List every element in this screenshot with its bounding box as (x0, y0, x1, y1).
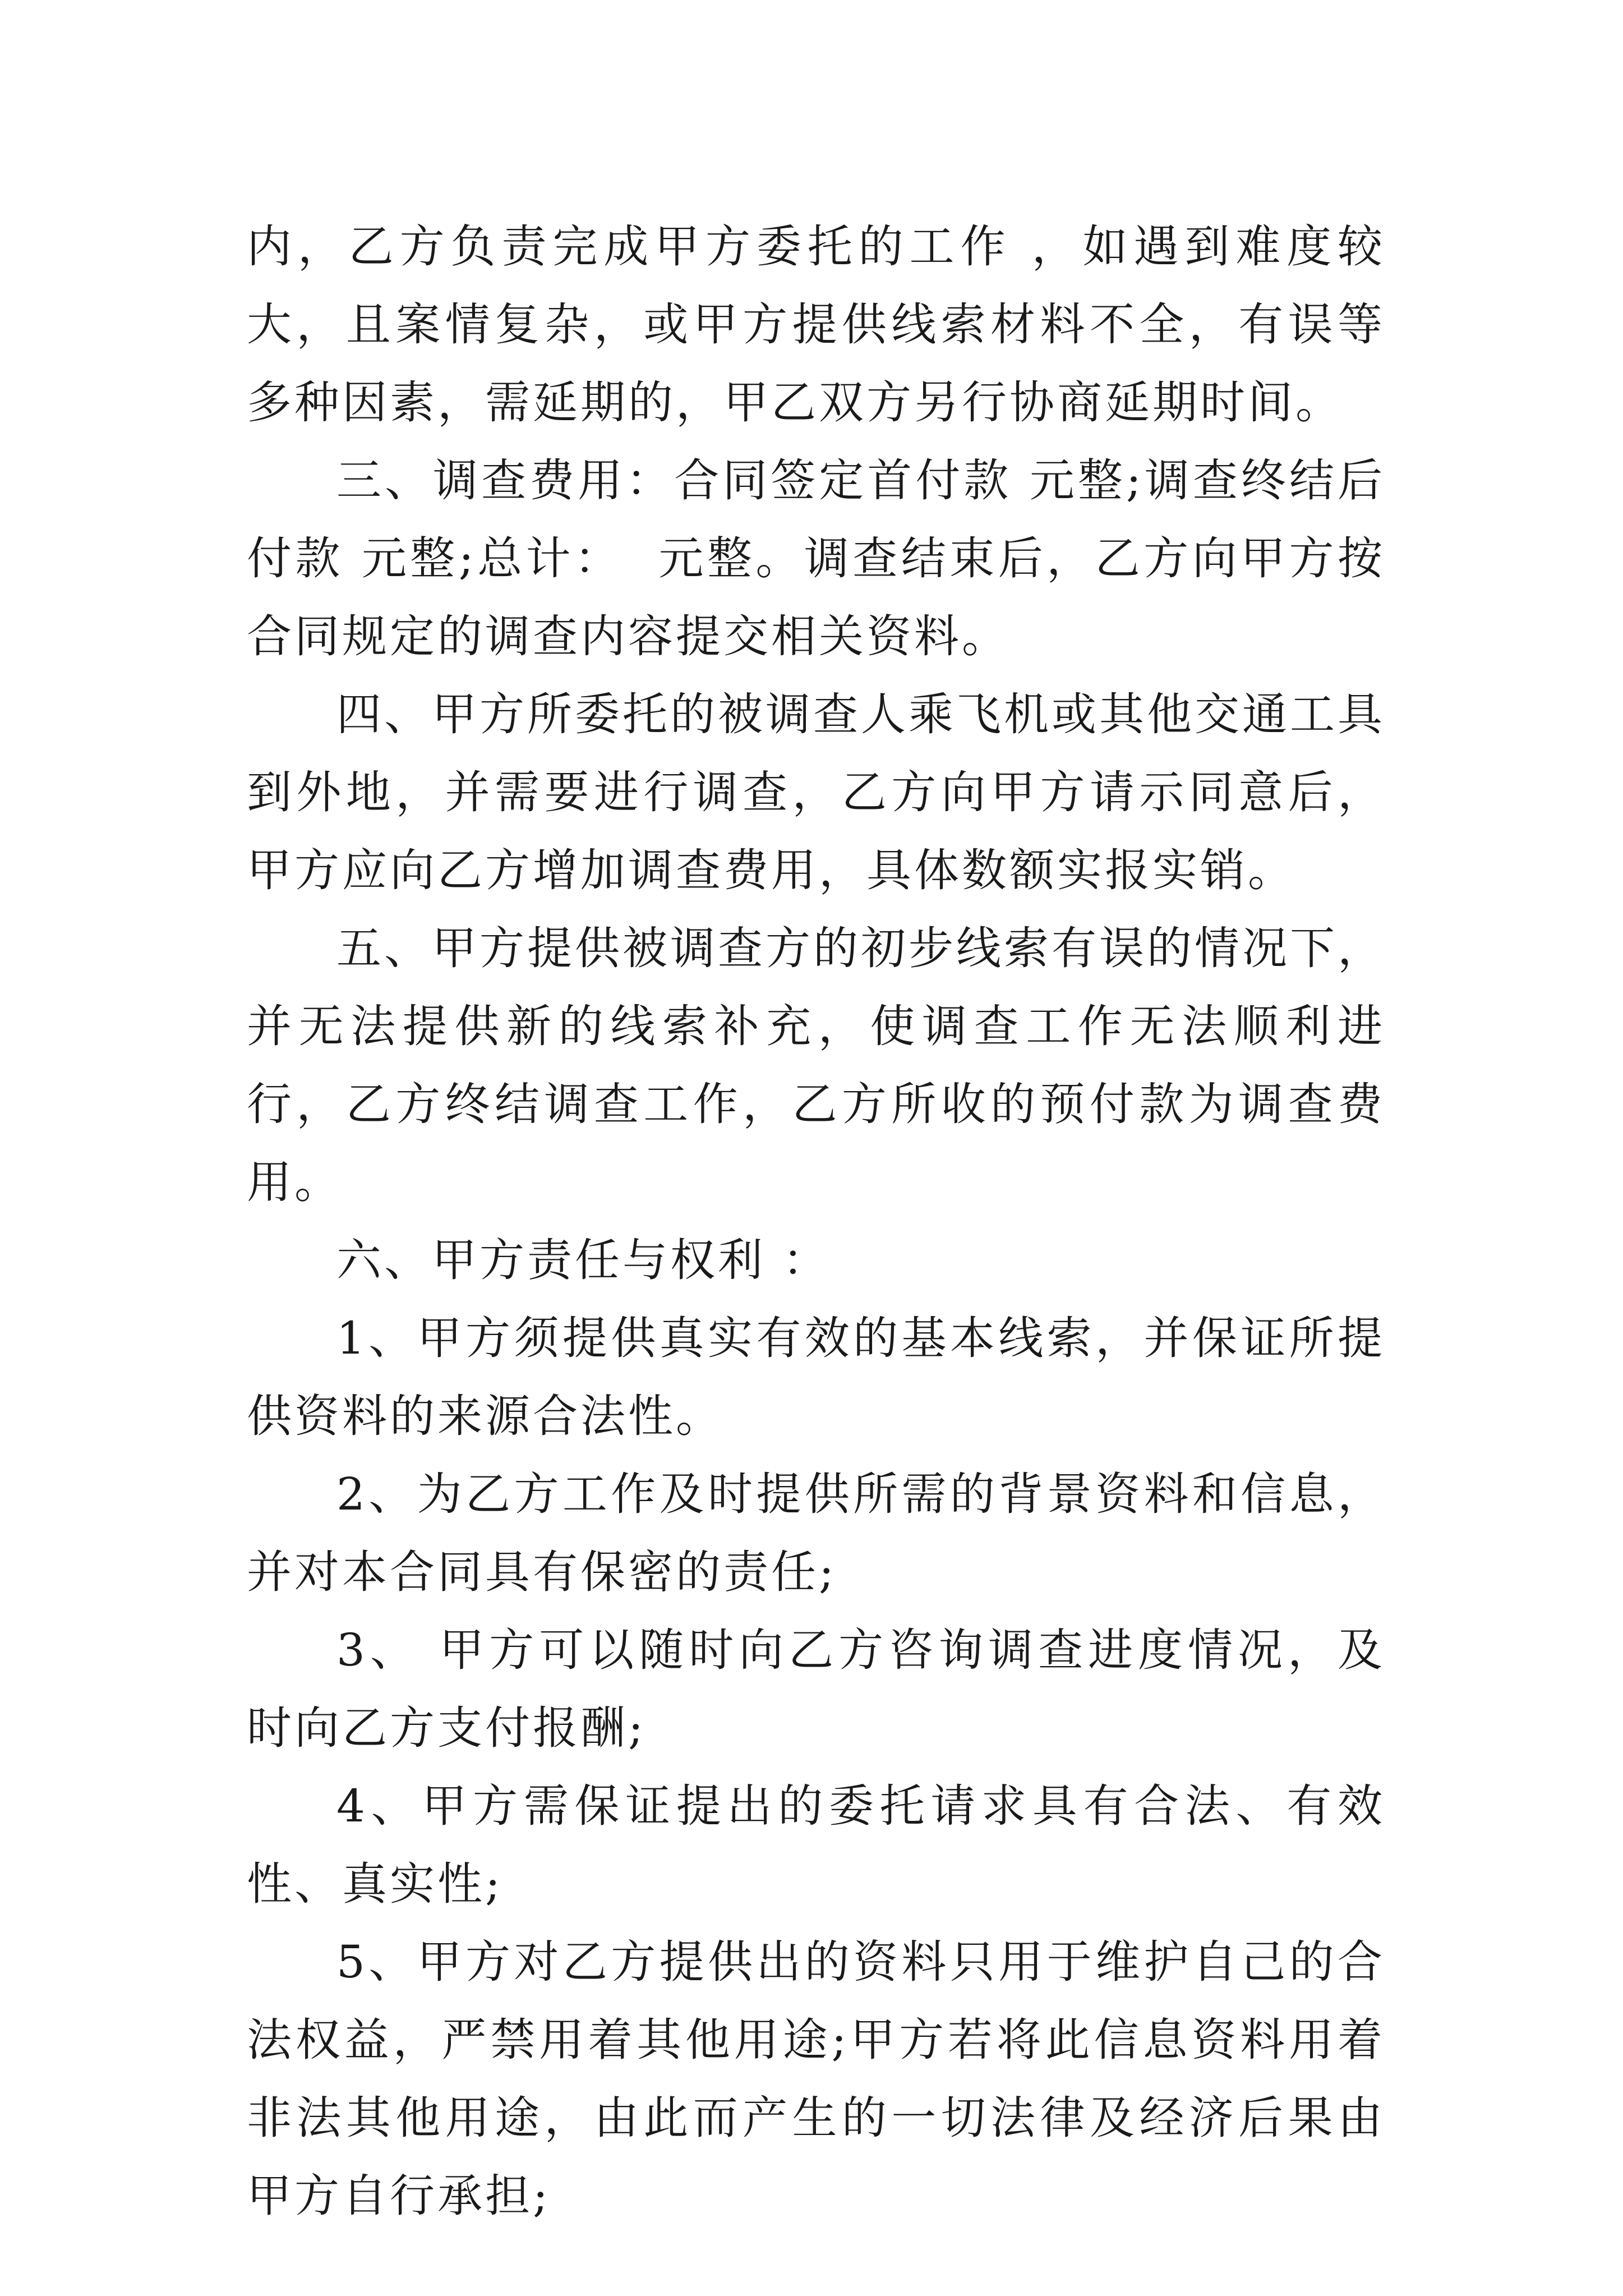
paragraph-clause-1: 1、甲方须提供真实有效的基本线索，并保证所提供资料的来源合法性。 (247, 1312, 1385, 1442)
paragraph-section-3-fees: 三、调查费用：合同签定首付款 元整;调查终结后付款 元整;总计： 元整。调查结束后，乙方向甲方按合同规定的调查内容提交相关资料。 (247, 454, 1385, 662)
paragraph-clause-2: 2、为乙方工作及时提供所需的背景资料和信息，并对本合同具有保密的责任; (247, 1468, 1385, 1598)
paragraph-clause-4: 4、甲方需保证提出的委托请求具有合法、有效性、真实性; (247, 1780, 1385, 1910)
paragraph-continuation: 内，乙方负责完成甲方委托的工作 ，如遇到难度较大，且案情复杂，或甲方提供线索材料不全，有误等多种因素，需延期的，甲乙双方另行协商延期时间。 (247, 220, 1385, 429)
document-page (247, 208, 1385, 2235)
paragraph-clause-3: 3、 甲方可以随时向乙方咨询调查进度情况，及时向乙方支付报酬; (247, 1624, 1385, 1754)
paragraph-section-4-travel: 四、甲方所委托的被调查人乘飞机或其他交通工具到外地，并需要进行调查，乙方向甲方请示同意后，甲方应向乙方增加调查费用，具体数额实报实销。 (247, 688, 1385, 896)
paragraph-section-5-termination: 五、甲方提供被调查方的初步线索有误的情况下，并无法提供新的线索补充，使调查工作无法顺利进行，乙方终结调查工作，乙方所收的预付款为调查费用。 (247, 922, 1385, 1208)
paragraph-section-6-heading: 六、甲方责任与权利 ： (336, 1234, 831, 1286)
paragraph-clause-5: 5、甲方对乙方提供出的资料只用于维护自己的合法权益，严禁用着其他用途;甲方若将此信息资料用着非法其他用途，由此而产生的一切法律及经济后果由甲方自行承担; (247, 1936, 1385, 2222)
